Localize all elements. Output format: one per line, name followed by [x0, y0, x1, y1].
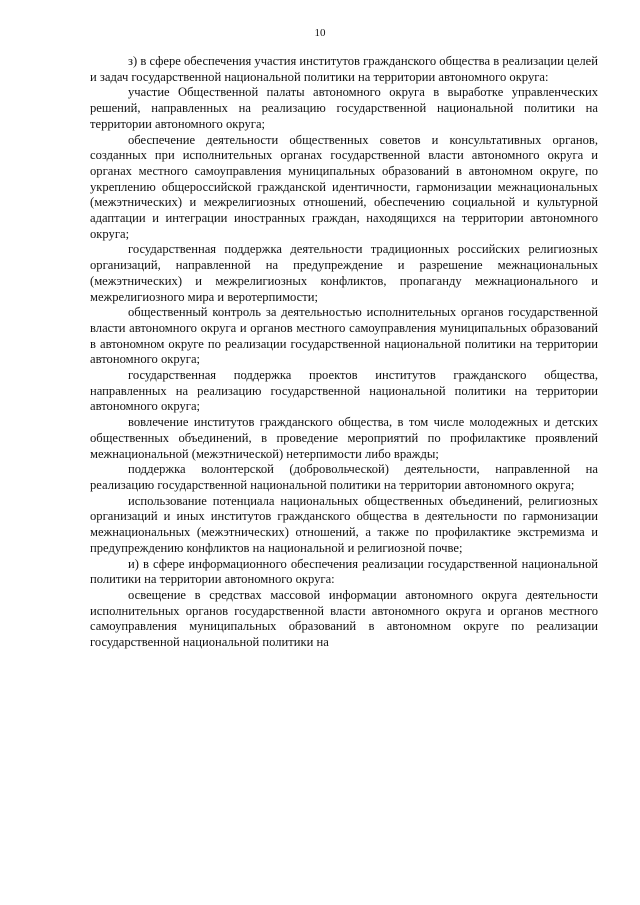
paragraph-public-control: общественный контроль за деятельностью исполнительных органов государственной власти автономного округа и органов местного самоуправления муниципальных образований в автономном округе по реализации государственной национальной политики на территории автономного округа; [90, 305, 598, 367]
paragraph-volunteer-support: поддержка волонтерской (добровольческой) деятельности, направленной на реализацию государственной национальной политики на территории автономного округа; [90, 462, 598, 492]
page-number: 10 [314, 27, 326, 39]
paragraph-public-chamber: участие Общественной палаты автономного округа в выработке управленческих решений, направленных на реализацию государственной национальной политики на территории автономного округа; [90, 85, 598, 131]
paragraph-section-i-heading: и) в сфере информационного обеспечения реализации государственной национальной политики на территории автономного округа: [90, 556, 598, 587]
paragraph-youth-involvement: вовлечение институтов гражданского общества, в том числе молодежных и детских общественных объединений, в проведение мероприятий по профилактике проявлений межнациональной (межэтнической) нетерпимости либо вражды; [90, 415, 598, 461]
paragraph-ngo-potential: использование потенциала национальных общественных объединений, религиозных организаций и иных институтов гражданского общества в деятельности по гармонизации межнациональных (межэтнических) отношений, а также по профилактике экстремизма и предупреждению конфликтов на национальной и религиозной почве; [90, 493, 598, 555]
document-body [90, 54, 598, 651]
paragraph-section-z-heading: з) в сфере обеспечения участия институтов гражданского общества в реализации целей и задач государственной национальной политики на территории автономного округа: [90, 54, 598, 84]
paragraph-media-coverage: освещение в средствах массовой информации автономного округа деятельности исполнительных органов государственной власти автономного округа и органов местного самоуправления муниципальных образований в автономном округе по реализации государственной национальной политики на [90, 587, 598, 650]
paragraph-religious-organizations: государственная поддержка деятельности традиционных российских религиозных организаций, направленной на предупреждение и разрешение межнациональных (межэтнических) и межрелигиозных конфликтов, пропаганду межнационального и межрелигиозного мира и веротерпимости; [90, 242, 598, 304]
paragraph-public-councils: обеспечение деятельности общественных советов и консультативных органов, созданных при исполнительных органах государственной власти автономного округа и органах местного самоуправления муниципальных образований в автономном округе, по укреплению общероссийской гражданской идентичности, гармонизации межнациональных (межэтнических) и межрелигиозных отношений, обеспечению социальной и культурной адаптации и интеграции иностранных граждан, находящихся на территории автономного округа; [90, 132, 598, 241]
paragraph-project-support: государственная поддержка проектов институтов гражданского общества, направленных на реализацию государственной национальной политики на территории автономного округа; [90, 368, 598, 414]
